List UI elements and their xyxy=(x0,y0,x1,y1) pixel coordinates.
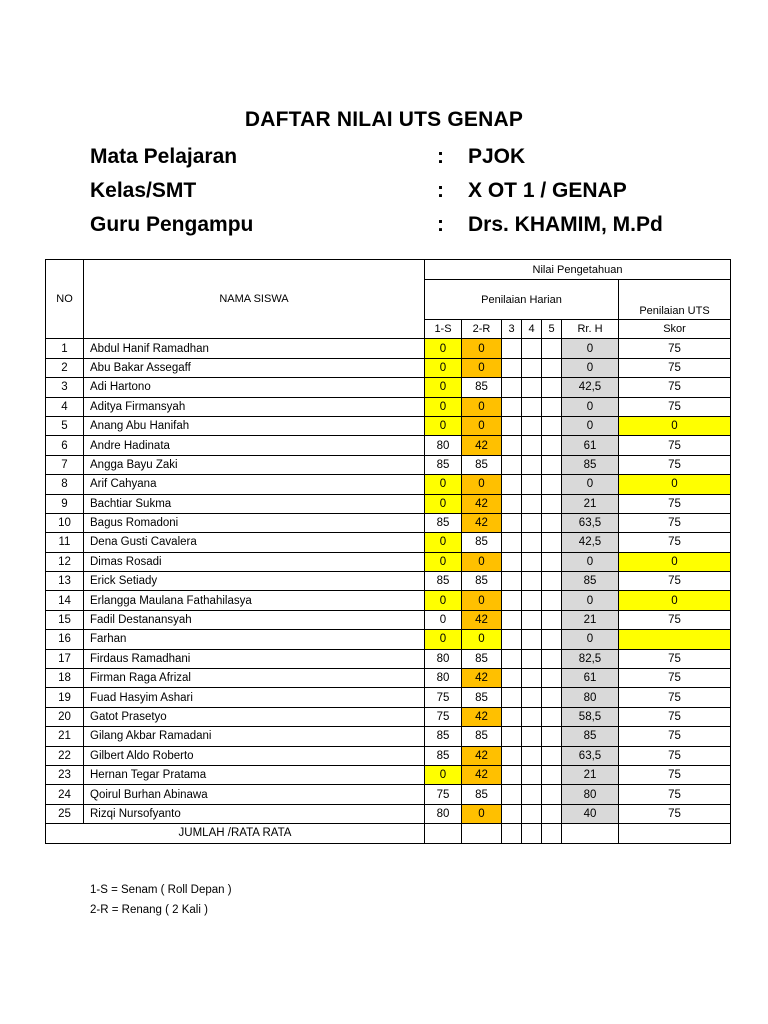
row-col-3 xyxy=(502,765,522,784)
header-nilai-pengetahuan: Nilai Pengetahuan xyxy=(425,260,731,280)
row-skor: 75 xyxy=(619,494,731,513)
row-skor: 75 xyxy=(619,669,731,688)
row-nama: Erick Setiady xyxy=(84,572,425,591)
table-row xyxy=(46,513,731,532)
row-no: 7 xyxy=(46,455,84,474)
table-row xyxy=(46,707,731,726)
row-skor: 75 xyxy=(619,746,731,765)
row-nama: Bachtiar Sukma xyxy=(84,494,425,513)
row-no: 19 xyxy=(46,688,84,707)
grades-table xyxy=(45,259,731,844)
row-no: 12 xyxy=(46,552,84,571)
row-skor: 75 xyxy=(619,513,731,532)
meta-colon: : xyxy=(437,213,444,236)
row-no: 16 xyxy=(46,630,84,649)
row-rr-h: 0 xyxy=(562,397,619,416)
row-col-3 xyxy=(502,727,522,746)
row-col-4 xyxy=(522,416,542,435)
row-rr-h: 61 xyxy=(562,436,619,455)
row-1s: 85 xyxy=(425,572,462,591)
row-2r: 0 xyxy=(462,339,502,358)
table-row xyxy=(46,455,731,474)
row-skor: 0 xyxy=(619,591,731,610)
row-rr-h: 40 xyxy=(562,804,619,823)
row-col-3 xyxy=(502,591,522,610)
row-col-5 xyxy=(542,436,562,455)
row-no: 4 xyxy=(46,397,84,416)
row-col-4 xyxy=(522,746,542,765)
row-col-4 xyxy=(522,436,542,455)
header-nama-siswa: NAMA SISWA xyxy=(84,260,425,339)
row-1s: 0 xyxy=(425,475,462,494)
row-col-5 xyxy=(542,669,562,688)
row-nama: Adi Hartono xyxy=(84,378,425,397)
row-nama: Gatot Prasetyo xyxy=(84,707,425,726)
row-1s: 85 xyxy=(425,746,462,765)
table-row xyxy=(46,765,731,784)
row-col-4 xyxy=(522,339,542,358)
row-skor: 75 xyxy=(619,455,731,474)
row-col-5 xyxy=(542,339,562,358)
row-col-3 xyxy=(502,494,522,513)
header-col-4: 4 xyxy=(522,320,542,339)
row-2r: 42 xyxy=(462,494,502,513)
row-col-4 xyxy=(522,572,542,591)
row-col-4 xyxy=(522,765,542,784)
meta-value-subject: PJOK xyxy=(468,145,526,168)
total-1s xyxy=(425,824,462,843)
row-1s: 0 xyxy=(425,397,462,416)
row-col-5 xyxy=(542,513,562,532)
total-col-3 xyxy=(502,824,522,843)
meta-value-teacher: Drs. KHAMIM, M.Pd xyxy=(468,213,663,236)
row-2r: 85 xyxy=(462,378,502,397)
table-body xyxy=(46,339,731,843)
row-no: 21 xyxy=(46,727,84,746)
row-col-4 xyxy=(522,688,542,707)
table-row xyxy=(46,688,731,707)
row-no: 5 xyxy=(46,416,84,435)
row-no: 22 xyxy=(46,746,84,765)
total-skor xyxy=(619,824,731,843)
total-col-5 xyxy=(542,824,562,843)
row-nama: Fuad Hasyim Ashari xyxy=(84,688,425,707)
row-2r: 42 xyxy=(462,669,502,688)
table-row xyxy=(46,630,731,649)
row-nama: Angga Bayu Zaki xyxy=(84,455,425,474)
total-row xyxy=(46,824,731,843)
row-1s: 0 xyxy=(425,416,462,435)
row-skor: 0 xyxy=(619,416,731,435)
table-row xyxy=(46,610,731,629)
row-nama: Fadil Destanansyah xyxy=(84,610,425,629)
meta-colon: : xyxy=(437,179,444,202)
table-row xyxy=(46,358,731,377)
row-col-3 xyxy=(502,378,522,397)
row-nama: Erlangga Maulana Fathahilasya xyxy=(84,591,425,610)
row-nama: Aditya Firmansyah xyxy=(84,397,425,416)
row-col-3 xyxy=(502,436,522,455)
meta-colon: : xyxy=(437,145,444,168)
row-col-5 xyxy=(542,475,562,494)
row-rr-h: 0 xyxy=(562,591,619,610)
row-1s: 80 xyxy=(425,436,462,455)
table-row xyxy=(46,436,731,455)
row-col-3 xyxy=(502,397,522,416)
row-col-3 xyxy=(502,358,522,377)
row-skor: 75 xyxy=(619,765,731,784)
row-col-3 xyxy=(502,475,522,494)
row-2r: 0 xyxy=(462,358,502,377)
table-row xyxy=(46,378,731,397)
row-rr-h: 0 xyxy=(562,339,619,358)
row-1s: 80 xyxy=(425,649,462,668)
row-col-4 xyxy=(522,610,542,629)
header-1s: 1-S xyxy=(425,320,462,339)
table-row xyxy=(46,591,731,610)
row-2r: 0 xyxy=(462,552,502,571)
total-rr-h xyxy=(562,824,619,843)
row-rr-h: 0 xyxy=(562,475,619,494)
row-rr-h: 0 xyxy=(562,358,619,377)
table-row xyxy=(46,804,731,823)
table-row xyxy=(46,533,731,552)
row-skor: 0 xyxy=(619,552,731,571)
row-col-5 xyxy=(542,494,562,513)
row-no: 3 xyxy=(46,378,84,397)
row-col-5 xyxy=(542,785,562,804)
row-nama: Gilbert Aldo Roberto xyxy=(84,746,425,765)
row-col-5 xyxy=(542,746,562,765)
table-row xyxy=(46,727,731,746)
total-label: JUMLAH /RATA RATA xyxy=(46,824,425,843)
header-col-3: 3 xyxy=(502,320,522,339)
row-no: 23 xyxy=(46,765,84,784)
row-col-4 xyxy=(522,552,542,571)
row-col-3 xyxy=(502,630,522,649)
row-skor: 75 xyxy=(619,397,731,416)
row-col-3 xyxy=(502,513,522,532)
row-2r: 0 xyxy=(462,804,502,823)
row-col-4 xyxy=(522,358,542,377)
row-col-4 xyxy=(522,707,542,726)
row-1s: 0 xyxy=(425,533,462,552)
row-2r: 42 xyxy=(462,436,502,455)
row-col-4 xyxy=(522,649,542,668)
table-row xyxy=(46,397,731,416)
row-1s: 85 xyxy=(425,513,462,532)
row-col-3 xyxy=(502,649,522,668)
meta-value-class: X OT 1 / GENAP xyxy=(468,179,627,202)
row-col-5 xyxy=(542,552,562,571)
row-col-4 xyxy=(522,630,542,649)
row-2r: 42 xyxy=(462,765,502,784)
row-no: 24 xyxy=(46,785,84,804)
row-col-5 xyxy=(542,649,562,668)
row-nama: Firman Raga Afrizal xyxy=(84,669,425,688)
row-rr-h: 58,5 xyxy=(562,707,619,726)
row-col-3 xyxy=(502,688,522,707)
row-rr-h: 61 xyxy=(562,669,619,688)
table-row xyxy=(46,552,731,571)
row-rr-h: 80 xyxy=(562,785,619,804)
row-col-3 xyxy=(502,339,522,358)
row-col-3 xyxy=(502,552,522,571)
row-col-5 xyxy=(542,707,562,726)
row-skor: 75 xyxy=(619,610,731,629)
row-nama: Qoirul Burhan Abinawa xyxy=(84,785,425,804)
row-nama: Arif Cahyana xyxy=(84,475,425,494)
row-skor: 75 xyxy=(619,727,731,746)
row-1s: 0 xyxy=(425,630,462,649)
row-no: 6 xyxy=(46,436,84,455)
row-rr-h: 63,5 xyxy=(562,513,619,532)
row-nama: Dimas Rosadi xyxy=(84,552,425,571)
row-col-3 xyxy=(502,746,522,765)
row-2r: 85 xyxy=(462,727,502,746)
row-nama: Farhan xyxy=(84,630,425,649)
row-skor: 75 xyxy=(619,572,731,591)
row-no: 20 xyxy=(46,707,84,726)
table-row xyxy=(46,572,731,591)
meta-label-teacher: Guru Pengampu xyxy=(90,213,254,236)
table-row xyxy=(46,785,731,804)
row-rr-h: 42,5 xyxy=(562,533,619,552)
row-rr-h: 21 xyxy=(562,765,619,784)
row-col-5 xyxy=(542,358,562,377)
row-rr-h: 63,5 xyxy=(562,746,619,765)
row-no: 1 xyxy=(46,339,84,358)
header-2r: 2-R xyxy=(462,320,502,339)
legend-note-1: 1-S = Senam ( Roll Depan ) xyxy=(90,884,232,896)
row-col-5 xyxy=(542,378,562,397)
row-col-5 xyxy=(542,397,562,416)
header-no: NO xyxy=(46,260,84,339)
row-rr-h: 85 xyxy=(562,455,619,474)
row-1s: 75 xyxy=(425,707,462,726)
row-col-3 xyxy=(502,533,522,552)
row-1s: 0 xyxy=(425,339,462,358)
row-skor: 75 xyxy=(619,804,731,823)
row-col-4 xyxy=(522,378,542,397)
row-nama: Andre Hadinata xyxy=(84,436,425,455)
row-col-4 xyxy=(522,455,542,474)
row-2r: 42 xyxy=(462,513,502,532)
row-col-5 xyxy=(542,572,562,591)
row-col-5 xyxy=(542,455,562,474)
meta-label-class: Kelas/SMT xyxy=(90,179,197,202)
row-col-3 xyxy=(502,572,522,591)
row-skor: 75 xyxy=(619,378,731,397)
row-2r: 0 xyxy=(462,416,502,435)
row-1s: 0 xyxy=(425,494,462,513)
total-2r xyxy=(462,824,502,843)
row-1s: 0 xyxy=(425,610,462,629)
row-col-3 xyxy=(502,669,522,688)
row-skor: 75 xyxy=(619,436,731,455)
row-col-3 xyxy=(502,785,522,804)
row-2r: 85 xyxy=(462,533,502,552)
row-rr-h: 0 xyxy=(562,630,619,649)
row-nama: Dena Gusti Cavalera xyxy=(84,533,425,552)
row-no: 17 xyxy=(46,649,84,668)
legend-note-2: 2-R = Renang ( 2 Kali ) xyxy=(90,904,208,916)
row-1s: 0 xyxy=(425,552,462,571)
row-col-5 xyxy=(542,533,562,552)
row-rr-h: 21 xyxy=(562,610,619,629)
row-col-4 xyxy=(522,591,542,610)
row-no: 14 xyxy=(46,591,84,610)
row-skor: 75 xyxy=(619,358,731,377)
row-nama: Anang Abu Hanifah xyxy=(84,416,425,435)
row-2r: 85 xyxy=(462,649,502,668)
row-no: 8 xyxy=(46,475,84,494)
table-row xyxy=(46,746,731,765)
table-row xyxy=(46,494,731,513)
row-col-4 xyxy=(522,397,542,416)
row-col-4 xyxy=(522,533,542,552)
row-nama: Hernan Tegar Pratama xyxy=(84,765,425,784)
row-skor: 75 xyxy=(619,785,731,804)
row-no: 11 xyxy=(46,533,84,552)
row-col-5 xyxy=(542,630,562,649)
row-skor: 75 xyxy=(619,339,731,358)
total-col-4 xyxy=(522,824,542,843)
row-no: 10 xyxy=(46,513,84,532)
row-rr-h: 0 xyxy=(562,552,619,571)
row-skor xyxy=(619,630,731,649)
row-2r: 0 xyxy=(462,397,502,416)
row-col-5 xyxy=(542,688,562,707)
row-col-4 xyxy=(522,494,542,513)
row-no: 15 xyxy=(46,610,84,629)
row-col-4 xyxy=(522,475,542,494)
row-rr-h: 82,5 xyxy=(562,649,619,668)
row-no: 25 xyxy=(46,804,84,823)
row-col-5 xyxy=(542,765,562,784)
document-title: DAFTAR NILAI UTS GENAP xyxy=(244,108,524,131)
row-1s: 75 xyxy=(425,785,462,804)
row-1s: 85 xyxy=(425,455,462,474)
row-1s: 75 xyxy=(425,688,462,707)
header-col-5: 5 xyxy=(542,320,562,339)
row-no: 2 xyxy=(46,358,84,377)
row-2r: 85 xyxy=(462,455,502,474)
row-col-3 xyxy=(502,804,522,823)
header-penilaian-uts: Penilaian UTS xyxy=(619,280,731,320)
header-penilaian-harian: Penilaian Harian xyxy=(425,280,619,320)
header-skor: Skor xyxy=(619,320,731,339)
row-skor: 75 xyxy=(619,649,731,668)
row-nama: Bagus Romadoni xyxy=(84,513,425,532)
row-1s: 80 xyxy=(425,804,462,823)
row-col-3 xyxy=(502,416,522,435)
row-1s: 80 xyxy=(425,669,462,688)
row-col-5 xyxy=(542,591,562,610)
row-rr-h: 80 xyxy=(562,688,619,707)
row-rr-h: 85 xyxy=(562,572,619,591)
row-1s: 0 xyxy=(425,591,462,610)
row-rr-h: 42,5 xyxy=(562,378,619,397)
table-row xyxy=(46,339,731,358)
row-col-4 xyxy=(522,727,542,746)
table-row xyxy=(46,649,731,668)
row-col-4 xyxy=(522,513,542,532)
row-1s: 85 xyxy=(425,727,462,746)
meta-label-subject: Mata Pelajaran xyxy=(90,145,238,168)
table-row xyxy=(46,475,731,494)
row-2r: 0 xyxy=(462,475,502,494)
table-row xyxy=(46,416,731,435)
row-nama: Rizqi Nursofyanto xyxy=(84,804,425,823)
row-skor: 75 xyxy=(619,533,731,552)
row-col-3 xyxy=(502,455,522,474)
row-no: 18 xyxy=(46,669,84,688)
row-nama: Gilang Akbar Ramadani xyxy=(84,727,425,746)
row-col-5 xyxy=(542,804,562,823)
row-nama: Abdul Hanif Ramadhan xyxy=(84,339,425,358)
row-2r: 85 xyxy=(462,572,502,591)
row-col-5 xyxy=(542,416,562,435)
row-skor: 75 xyxy=(619,688,731,707)
row-2r: 42 xyxy=(462,610,502,629)
table-row xyxy=(46,669,731,688)
row-col-4 xyxy=(522,804,542,823)
row-col-3 xyxy=(502,707,522,726)
row-skor: 0 xyxy=(619,475,731,494)
row-skor: 75 xyxy=(619,707,731,726)
row-no: 13 xyxy=(46,572,84,591)
row-col-3 xyxy=(502,610,522,629)
row-nama: Abu Bakar Assegaff xyxy=(84,358,425,377)
row-2r: 42 xyxy=(462,746,502,765)
row-col-4 xyxy=(522,669,542,688)
row-nama: Firdaus Ramadhani xyxy=(84,649,425,668)
row-2r: 0 xyxy=(462,630,502,649)
row-rr-h: 21 xyxy=(562,494,619,513)
row-2r: 42 xyxy=(462,707,502,726)
header-rr-h: Rr. H xyxy=(562,320,619,339)
row-rr-h: 0 xyxy=(562,416,619,435)
row-2r: 0 xyxy=(462,591,502,610)
row-col-4 xyxy=(522,785,542,804)
row-rr-h: 85 xyxy=(562,727,619,746)
row-no: 9 xyxy=(46,494,84,513)
row-2r: 85 xyxy=(462,688,502,707)
row-col-5 xyxy=(542,610,562,629)
row-1s: 0 xyxy=(425,358,462,377)
row-col-5 xyxy=(542,727,562,746)
row-1s: 0 xyxy=(425,378,462,397)
row-1s: 0 xyxy=(425,765,462,784)
row-2r: 85 xyxy=(462,785,502,804)
